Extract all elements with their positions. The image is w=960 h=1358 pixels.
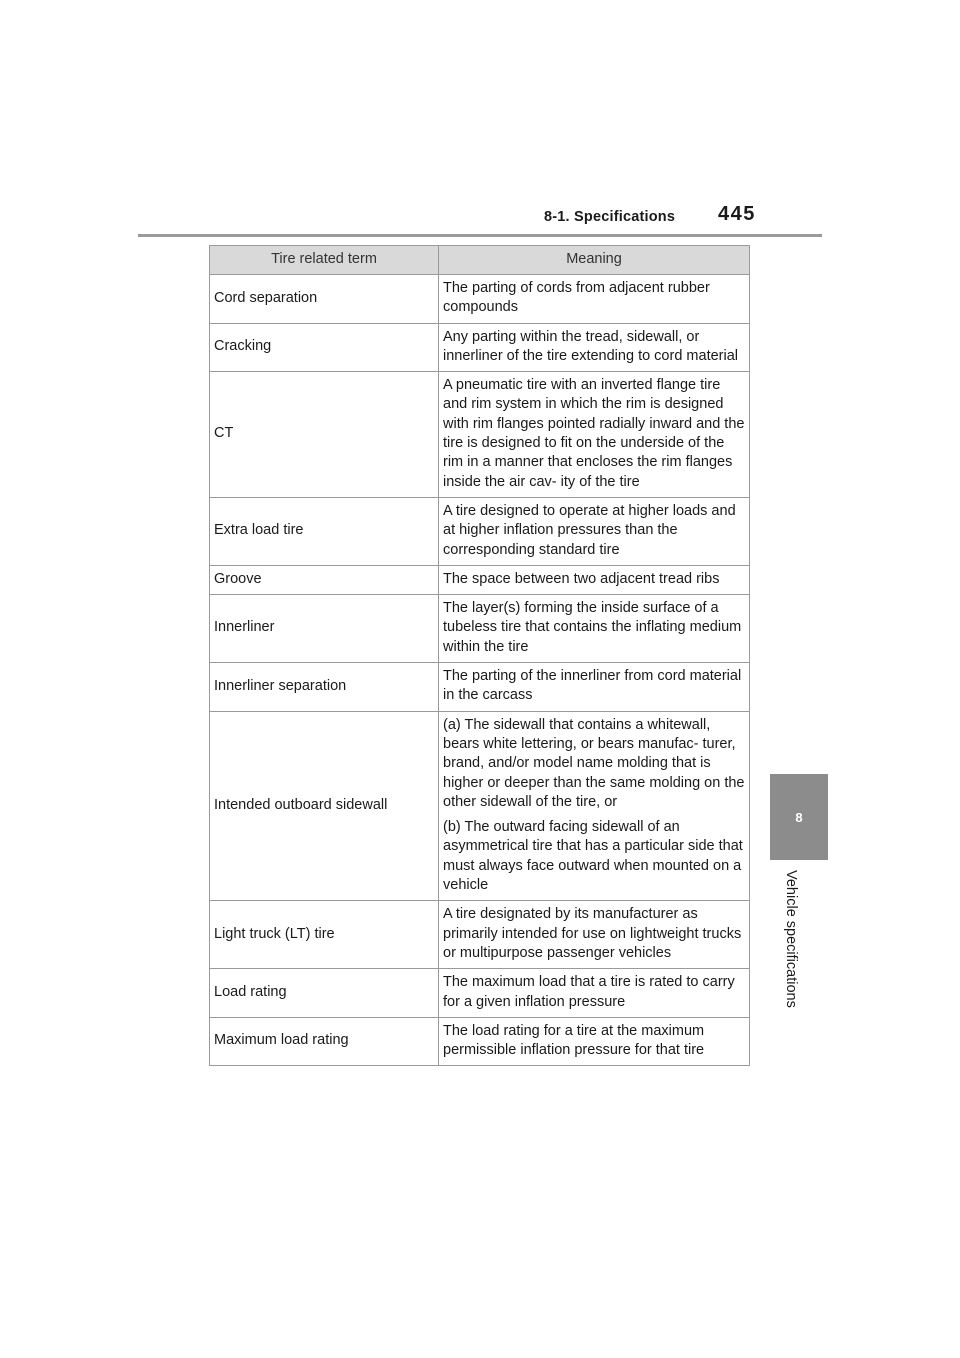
meaning-text: A tire designated by its manufacturer as primarily intended for use on lightweight trucks or multipurpose passenger vehicles <box>443 906 742 961</box>
term-cell: Load rating <box>210 969 439 1018</box>
meaning-text: The maximum load that a tire is rated to carry for a given inflation pressure <box>443 974 735 1010</box>
chapter-number: 8 <box>795 809 803 825</box>
meaning-text: The layer(s) forming the inside surface of a tubeless tire that contains the inflating medium within the tire <box>443 600 742 655</box>
chapter-tab <box>770 774 828 860</box>
meaning-cell <box>439 565 750 594</box>
term-cell: Maximum load rating <box>210 1017 439 1066</box>
term-cell: CT <box>210 372 439 498</box>
page-number: 445 <box>718 203 756 225</box>
meaning-cell <box>439 275 750 324</box>
meaning-text: A pneumatic tire with an inverted flange tire and rim system in which the rim is designed with rim flanges pointed radially inward and the tire is designed to fit on the underside of the rim in a manner that encloses the rim flanges inside the air cav- ity of the tire <box>443 377 745 490</box>
meaning-cell <box>439 372 750 498</box>
meaning-cell <box>439 663 750 712</box>
table-row <box>210 969 750 1018</box>
table-row <box>210 372 750 498</box>
table-row <box>210 663 750 712</box>
meaning-text: The parting of the innerliner from cord material in the carcass <box>443 668 742 704</box>
term-cell: Innerliner <box>210 595 439 663</box>
meaning-cell <box>439 711 750 901</box>
meaning-text: The load rating for a tire at the maximum permissible inflation pressure for that tire <box>443 1022 705 1059</box>
term-cell: Intended outboard sidewall <box>210 711 439 901</box>
table-header-row <box>210 246 750 275</box>
column-header-meaning: Meaning <box>439 246 750 275</box>
table-row <box>210 1017 750 1066</box>
meaning-text: (a) The sidewall that contains a whitewall, bears white lettering, or bears manufac- turer, brand, and/or model name molding that is higher or deeper than the same molding on the other sidewall of the tire, or <box>443 716 745 810</box>
table-row <box>210 901 750 969</box>
table-row <box>210 275 750 324</box>
term-cell: Groove <box>210 565 439 594</box>
meaning-cell <box>439 969 750 1018</box>
meaning-cell <box>439 901 750 969</box>
meaning-text: The space between two adjacent tread ribs <box>443 570 720 587</box>
term-cell: Innerliner separation <box>210 663 439 712</box>
table-row <box>210 595 750 663</box>
table-row <box>210 565 750 594</box>
term-cell: Extra load tire <box>210 497 439 565</box>
table-row <box>210 323 750 372</box>
meaning-text: A tire designed to operate at higher loads and at higher inflation pressures than the corresponding standard tire <box>443 502 736 558</box>
chapter-label: Vehicle specifications <box>783 870 799 1008</box>
term-cell: Cracking <box>210 323 439 372</box>
meaning-cell <box>439 1017 750 1066</box>
meaning-cell <box>439 497 750 565</box>
term-cell: Cord separation <box>210 275 439 324</box>
meaning-text: (b) The outward facing sidewall of an asymmetrical tire that has a particular side that must always face outward when mounted on a vehicle <box>443 819 743 894</box>
page-header <box>138 200 822 237</box>
table-row <box>210 497 750 565</box>
meaning-cell <box>439 323 750 372</box>
table-row <box>210 711 750 901</box>
meaning-cell <box>439 595 750 663</box>
tire-terms-table <box>209 245 750 1066</box>
meaning-text: The parting of cords from adjacent rubber compounds <box>443 280 710 316</box>
term-cell: Light truck (LT) tire <box>210 901 439 969</box>
section-title: 8-1. Specifications <box>544 209 676 225</box>
meaning-text: Any parting within the tread, sidewall, or innerliner of the tire extending to cord material <box>443 328 738 364</box>
column-header-term: Tire related term <box>210 246 439 275</box>
